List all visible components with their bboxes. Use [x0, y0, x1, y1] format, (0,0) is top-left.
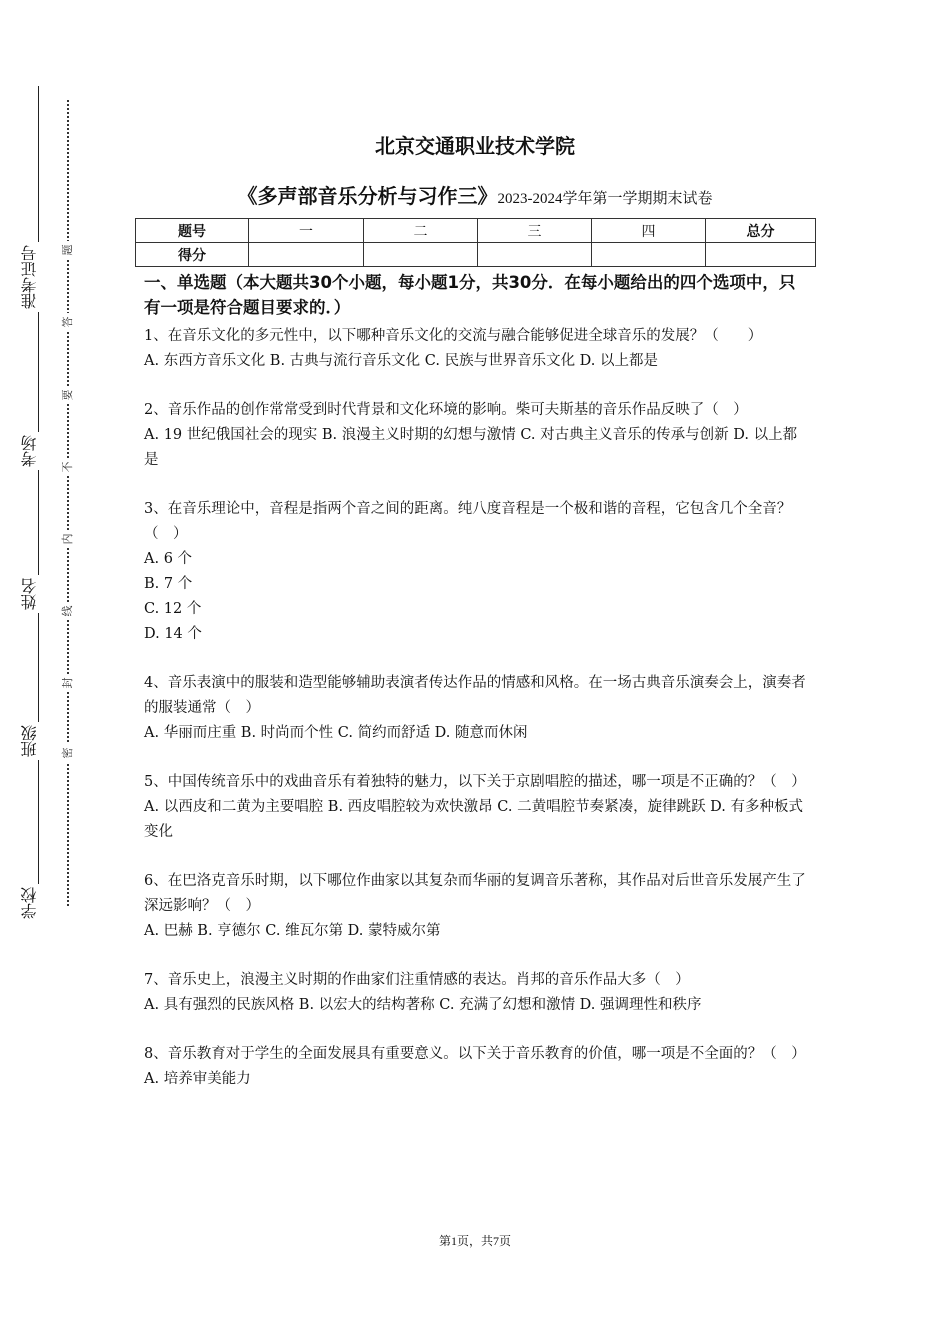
score-row-label: 得分 — [136, 243, 249, 267]
score-cell — [478, 243, 592, 267]
seal-char: 线 — [62, 602, 74, 620]
score-cell — [364, 243, 478, 267]
question-6 — [144, 869, 810, 944]
score-header-cell: 题号 — [136, 219, 249, 243]
class-label: 班级 — [22, 722, 52, 760]
question-options: A. 华丽而庄重 B. 时尚而个性 C. 简约而舒适 D. 随意而休闲 — [144, 725, 528, 741]
score-header-cell: 一 — [249, 219, 364, 243]
score-header-cell: 三 — [478, 219, 592, 243]
question-1 — [144, 324, 810, 374]
question-text: 6、在巴洛克音乐时期，以下哪位作曲家以其复杂而华丽的复调音乐著称，其作品对后世音乐发展产生了深远影响？（ ） — [144, 873, 806, 914]
option-b: B. 7 个 — [144, 576, 193, 592]
question-text: 2、音乐作品的创作常常受到时代背景和文化环境的影响。柴可夫斯基的音乐作品反映了（ ） — [144, 402, 748, 418]
option-d: D. 14 个 — [144, 626, 202, 642]
exam-room-label: 考场 — [22, 432, 52, 470]
score-header-cell: 四 — [592, 219, 706, 243]
score-table — [135, 218, 816, 267]
question-text: 5、中国传统音乐中的戏曲音乐有着独特的魅力，以下关于京剧唱腔的描述，哪一项是不正确的？（ ） — [144, 774, 806, 790]
question-options: A. 19 世纪俄国社会的现实 B. 浪漫主义时期的幻想与激情 C. 对古典主义音乐的传承与创新 D. 以上都是 — [144, 427, 798, 468]
score-cell — [706, 243, 816, 267]
score-cell — [592, 243, 706, 267]
binding-line — [38, 86, 39, 906]
option-c: C. 12 个 — [144, 601, 202, 617]
seal-dotted-line — [67, 100, 69, 906]
question-options: A. 以西皮和二黄为主要唱腔 B. 西皮唱腔较为欢快激昂 C. 二黄唱腔节奏紧凑，旋律跳跃 D. 有多种板式变化 — [144, 799, 804, 840]
school-title: 北京交通职业技术学院 — [375, 134, 575, 158]
question-options: A. 巴赫 B. 亨德尔 C. 维瓦尔第 D. 蒙特威尔第 — [144, 923, 441, 939]
exam-number-label: 准考证号 — [22, 242, 52, 312]
seal-char: 题 — [62, 241, 74, 259]
question-options: A. 具有强烈的民族风格 B. 以宏大的结构著称 C. 充满了幻想和激情 D. 强调理性和秩序 — [144, 997, 702, 1013]
score-table-header-row — [136, 219, 816, 243]
seal-char: 要 — [62, 386, 74, 404]
exam-content — [144, 270, 810, 1116]
score-header-cell: 总分 — [706, 219, 816, 243]
exam-term: 2023-2024学年第一学期期末试卷 — [497, 191, 713, 207]
question-options: A. 东西方音乐文化 B. 古典与流行音乐文化 C. 民族与世界音乐文化 D. 以上都是 — [144, 353, 659, 369]
question-3 — [144, 497, 810, 647]
exam-subtitle — [0, 180, 950, 209]
seal-char: 答 — [62, 313, 74, 331]
name-label: 姓名 — [22, 575, 52, 613]
seal-char: 内 — [62, 530, 74, 548]
option-a: A. 培养审美能力 — [144, 1071, 251, 1087]
seal-char: 不 — [62, 458, 74, 476]
seal-char: 密 — [62, 744, 74, 762]
seal-char: 封 — [62, 674, 74, 692]
question-2 — [144, 398, 810, 473]
school-label: 学校 — [22, 884, 52, 922]
question-text: 4、音乐表演中的服装和造型能够辅助表演者传达作品的情感和风格。在一场古典音乐演奏会上，演奏者的服装通常（ ） — [144, 675, 806, 716]
question-7 — [144, 968, 810, 1018]
question-text: 1、在音乐文化的多元性中，以下哪种音乐文化的交流与融合能够促进全球音乐的发展？（ ） — [144, 328, 763, 344]
option-a: A. 6 个 — [144, 551, 193, 567]
page-footer: 第1页，共7页 — [438, 1234, 511, 1248]
course-name: 《多声部音乐分析与习作三》 — [237, 184, 498, 208]
section-heading: 一、单选题（本大题共30个小题，每小题1分，共30分．在每小题给出的四个选项中，只有一项是符合题目要求的．） — [144, 273, 796, 317]
score-table-score-row — [136, 243, 816, 267]
question-text: 7、音乐史上，浪漫主义时期的作曲家们注重情感的表达。肖邦的音乐作品大多（ ） — [144, 972, 690, 988]
question-8 — [144, 1042, 810, 1092]
question-text: 8、音乐教育对于学生的全面发展具有重要意义。以下关于音乐教育的价值，哪一项是不全面的？（ ） — [144, 1046, 806, 1062]
score-cell — [249, 243, 364, 267]
score-header-cell: 二 — [364, 219, 478, 243]
question-4 — [144, 671, 810, 746]
question-text: 3、在音乐理论中，音程是指两个音之间的距离。纯八度音程是一个极和谐的音程，它包含几个全音？（ ） — [144, 501, 792, 542]
question-5 — [144, 770, 810, 845]
